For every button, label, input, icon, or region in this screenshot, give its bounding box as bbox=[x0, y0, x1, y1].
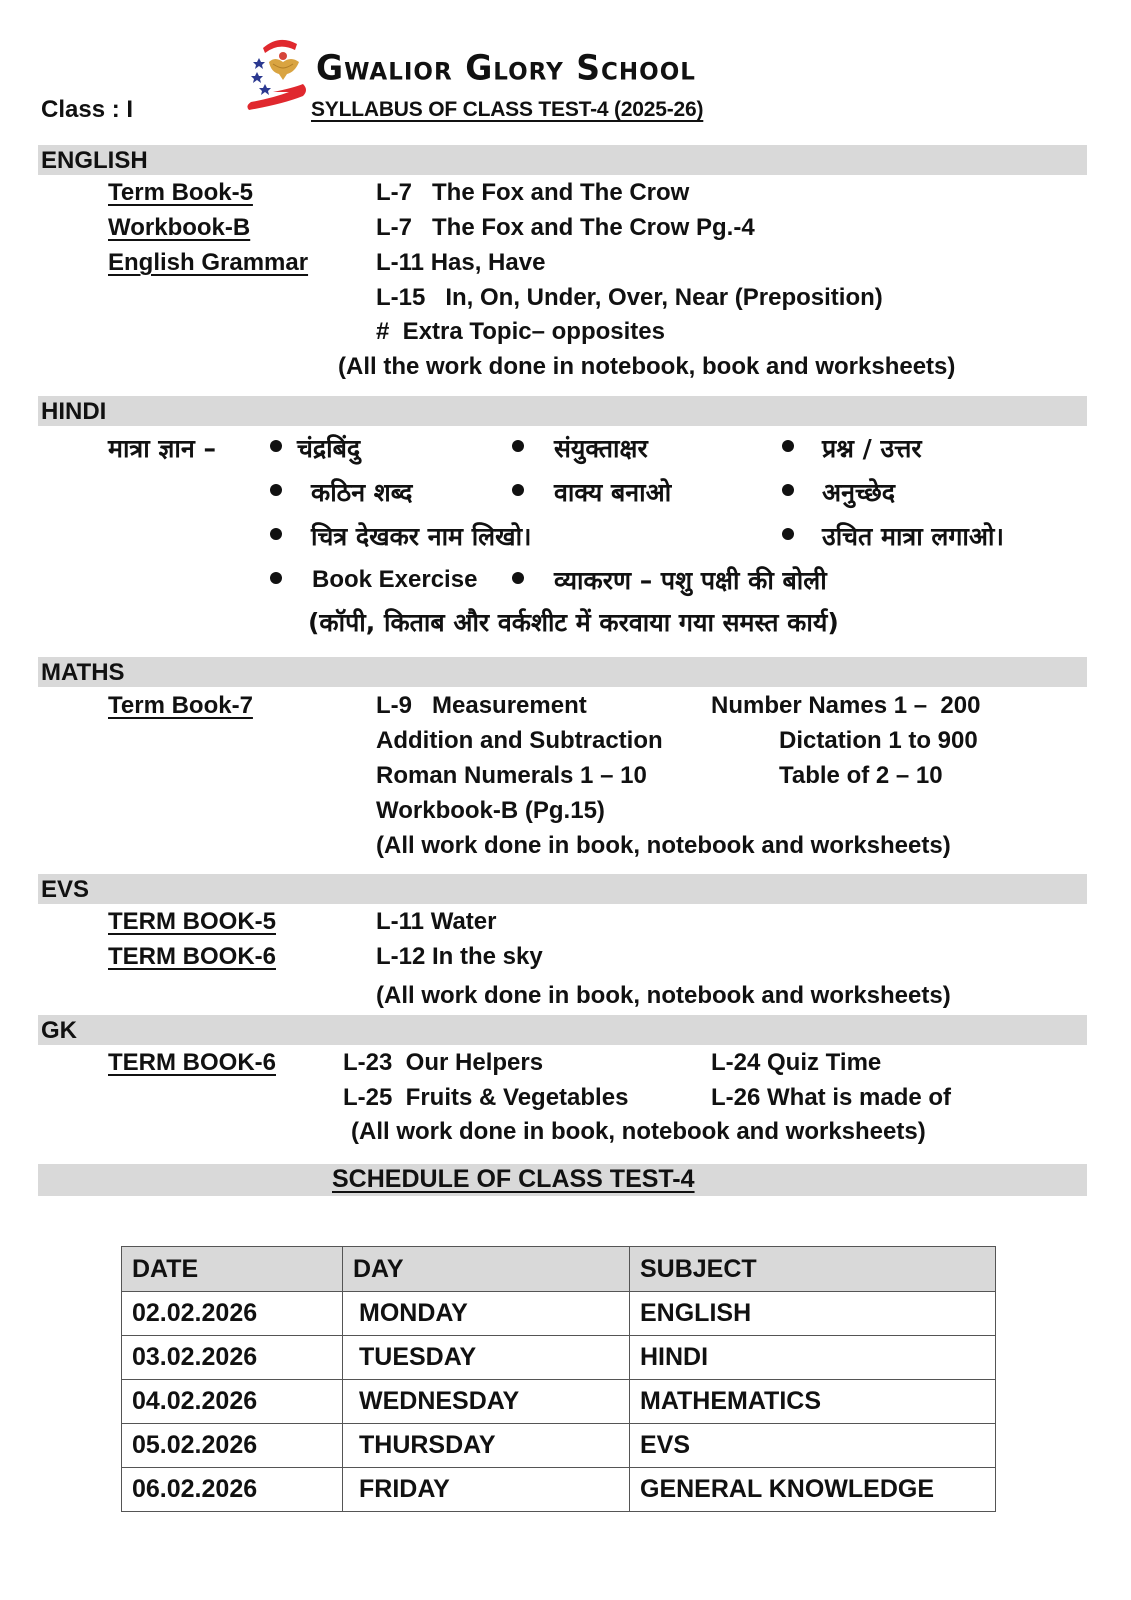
bullet-icon bbox=[270, 440, 282, 452]
section-title-evs: EVS bbox=[41, 876, 90, 903]
date-cell: 04.02.2026 bbox=[122, 1380, 343, 1424]
column-header-date: DATE bbox=[122, 1247, 343, 1292]
table-row bbox=[122, 1468, 996, 1512]
lesson-line: L-24 Quiz Time bbox=[711, 1049, 882, 1076]
lesson-line: Addition and Subtraction bbox=[376, 727, 663, 754]
date-cell: 06.02.2026 bbox=[122, 1468, 343, 1512]
hindi-item: व्याकरण – पशु पक्षी की बोली bbox=[554, 566, 827, 595]
section-note: (All work done in book, notebook and worksheets) bbox=[376, 832, 951, 859]
day-cell: WEDNESDAY bbox=[343, 1380, 630, 1424]
day-cell: TUESDAY bbox=[343, 1336, 630, 1380]
hindi-item: उचित मात्रा लगाओ। bbox=[822, 522, 1004, 551]
section-title-hindi: HINDI bbox=[41, 398, 107, 425]
book-name: TERM BOOK-6 bbox=[108, 943, 276, 970]
lesson-line: Roman Numerals 1 – 10 bbox=[376, 762, 647, 789]
section-note: (All work done in book, notebook and worksheets) bbox=[351, 1118, 926, 1145]
table-row bbox=[122, 1424, 996, 1468]
day-cell: MONDAY bbox=[343, 1292, 630, 1336]
school-crest-logo-icon bbox=[243, 32, 315, 112]
section-header-maths bbox=[38, 657, 1087, 687]
hindi-item: चित्र देखकर नाम लिखो। bbox=[311, 522, 532, 551]
subject-cell: EVS bbox=[630, 1424, 996, 1468]
section-title-gk: GK bbox=[41, 1017, 77, 1044]
page-title: SYLLABUS OF CLASS TEST-4 (2025-26) bbox=[311, 98, 704, 121]
section-header-evs bbox=[38, 874, 1087, 904]
subject-cell: ENGLISH bbox=[630, 1292, 996, 1336]
table-row bbox=[122, 1336, 996, 1380]
date-cell: 02.02.2026 bbox=[122, 1292, 343, 1336]
day-cell: FRIDAY bbox=[343, 1468, 630, 1512]
column-header-subject: SUBJECT bbox=[630, 1247, 996, 1292]
section-header-gk bbox=[38, 1015, 1087, 1045]
section-note: (All the work done in notebook, book and worksheets) bbox=[338, 353, 956, 380]
lesson-line: L-26 What is made of bbox=[711, 1084, 952, 1111]
bullet-icon bbox=[782, 528, 794, 540]
class-label: Class : I bbox=[41, 96, 134, 123]
hindi-lead: मात्रा ज्ञान – bbox=[108, 434, 216, 463]
section-header-hindi bbox=[38, 396, 1087, 426]
table-row bbox=[122, 1380, 996, 1424]
book-name: TERM BOOK-5 bbox=[108, 908, 276, 935]
lesson-line: L-23 Our Helpers bbox=[343, 1049, 544, 1076]
lesson-line: Table of 2 – 10 bbox=[779, 762, 943, 789]
lesson-line: Dictation 1 to 900 bbox=[779, 727, 978, 754]
day-cell: THURSDAY bbox=[343, 1424, 630, 1468]
lesson-line: L-11 Has, Have bbox=[376, 249, 546, 276]
book-name: Term Book-5 bbox=[108, 179, 253, 206]
lesson-line: L-9 Measurement bbox=[376, 692, 587, 719]
lesson-line: Number Names 1 – 200 bbox=[711, 692, 981, 719]
lesson-line: L-7 The Fox and The Crow Pg.-4 bbox=[376, 214, 755, 241]
lesson-line: L-11 Water bbox=[376, 908, 497, 935]
extra-topic-line: # Extra Topic– opposites bbox=[376, 318, 665, 345]
section-title-english: ENGLISH bbox=[41, 147, 148, 174]
bullet-icon bbox=[270, 484, 282, 496]
date-cell: 05.02.2026 bbox=[122, 1424, 343, 1468]
lesson-line: Workbook-B (Pg.15) bbox=[376, 797, 605, 824]
book-name: English Grammar bbox=[108, 249, 309, 276]
table-header-row bbox=[122, 1247, 996, 1292]
bullet-icon bbox=[512, 440, 524, 452]
lesson-line: L-25 Fruits & Vegetables bbox=[343, 1084, 629, 1111]
lesson-line: L-12 In the sky bbox=[376, 943, 543, 970]
section-note: (All work done in book, notebook and worksheets) bbox=[376, 982, 951, 1009]
hindi-item: संयुक्ताक्षर bbox=[554, 434, 648, 463]
hindi-item: कठिन शब्द bbox=[311, 478, 413, 507]
bullet-icon bbox=[782, 484, 794, 496]
schedule-header bbox=[38, 1164, 1087, 1196]
hindi-item: वाक्य बनाओ bbox=[554, 478, 672, 507]
hindi-item: Book Exercise bbox=[312, 566, 478, 593]
bullet-icon bbox=[512, 572, 524, 584]
book-name: Workbook-B bbox=[108, 214, 251, 241]
schedule-table bbox=[121, 1246, 996, 1512]
book-name: Term Book-7 bbox=[108, 692, 253, 719]
section-header-english bbox=[38, 145, 1087, 175]
section-note: (कॉपी, किताब और वर्कशीट में करवाया गया समस्त कार्य) bbox=[308, 608, 839, 637]
bullet-icon bbox=[512, 484, 524, 496]
hindi-item: प्रश्न / उत्तर bbox=[822, 434, 922, 463]
subject-cell: GENERAL KNOWLEDGE bbox=[630, 1468, 996, 1512]
school-logo bbox=[243, 32, 315, 112]
book-name: TERM BOOK-6 bbox=[108, 1049, 276, 1076]
hindi-item: अनुच्छेद bbox=[822, 478, 895, 507]
section-title-maths: MATHS bbox=[41, 659, 125, 686]
hindi-item: चंद्रबिंदु bbox=[297, 434, 361, 463]
column-header-day: DAY bbox=[343, 1247, 630, 1292]
bullet-icon bbox=[782, 440, 794, 452]
schedule-title: SCHEDULE OF CLASS TEST-4 bbox=[332, 1165, 695, 1193]
table-row bbox=[122, 1292, 996, 1336]
lesson-line: L-15 In, On, Under, Over, Near (Preposition) bbox=[376, 284, 883, 311]
bullet-icon bbox=[270, 572, 282, 584]
bullet-icon bbox=[270, 528, 282, 540]
lesson-line: L-7 The Fox and The Crow bbox=[376, 179, 690, 206]
subject-cell: MATHEMATICS bbox=[630, 1380, 996, 1424]
subject-cell: HINDI bbox=[630, 1336, 996, 1380]
date-cell: 03.02.2026 bbox=[122, 1336, 343, 1380]
school-name: Gwalior Glory School bbox=[316, 47, 696, 88]
